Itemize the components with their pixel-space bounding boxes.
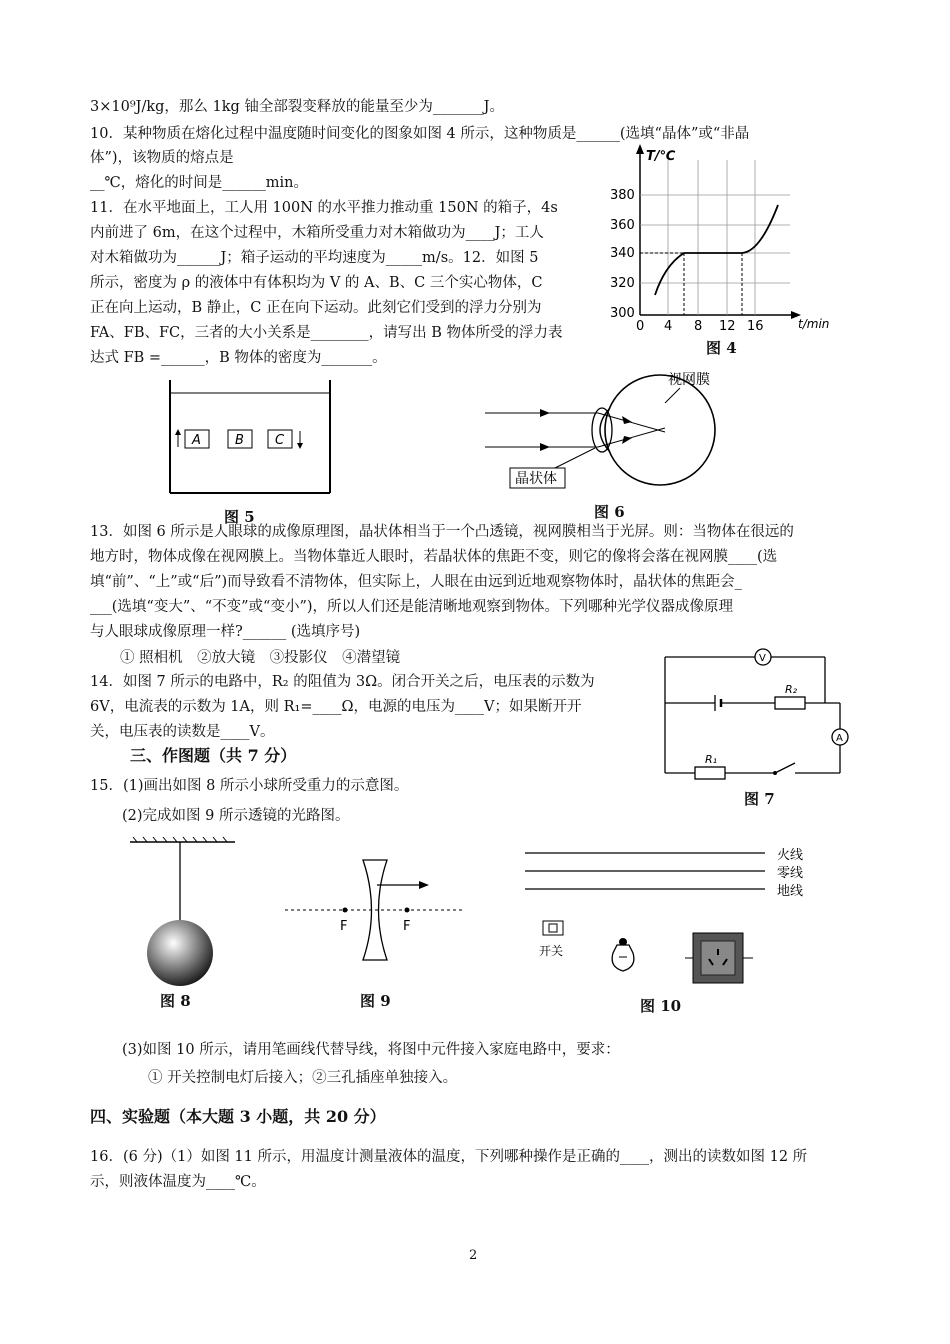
r1-label: R₁ <box>705 753 718 766</box>
text-line: 体”)，该物质的熔点是 <box>90 150 234 166</box>
text-line: ① 开关控制电灯后接入；②三孔插座单独接入。 <box>148 1070 458 1086</box>
box-b-label: B <box>235 433 244 448</box>
text-line: 地方时，物体成像在视网膜上。当物体靠近人眼时，若晶状体的焦距不变，则它的像将会落在视网膜____(选 <box>90 549 778 565</box>
fig4-x-label: t/min <box>798 317 830 331</box>
box-c-label: C <box>275 433 285 448</box>
focal-left-label: F <box>340 919 348 934</box>
fig4-x-tick: 4 <box>664 319 673 334</box>
figure-10-household-circuit <box>525 845 825 990</box>
text-line: 内前进了 6m，在这个过程中，木箱所受重力对木箱做功为____J；工人 <box>90 225 544 241</box>
text-line: 所示，密度为 ρ 的液体中有体积均为 V 的 A、B、C 三个实心物体，C <box>90 275 543 291</box>
text-line: 3×10⁹J/kg，那么 1kg 铀全部裂变释放的能量至少为_______J。 <box>90 99 504 115</box>
fig4-y-tick: 320 <box>610 276 635 291</box>
switch-label: 开关 <box>539 944 564 958</box>
fig4-x-tick: 0 <box>636 319 645 334</box>
section-heading-3: 三、作图题（共 7 分） <box>130 746 297 765</box>
ammeter-label: A <box>836 733 843 744</box>
box-a-label: A <box>192 433 201 448</box>
text-line: 填“前”、“上”或“后”)而导致看不清物体，但实际上，人眼在由远到近地观察物体时，晶状体的焦距会_ <box>90 574 742 590</box>
text-line: 对木箱做功为______J；箱子运动的平均速度为_____m/s。12．如图 5 <box>90 250 539 266</box>
page-number: 2 <box>469 1248 478 1263</box>
live-wire-label: 火线 <box>777 848 804 863</box>
neutral-wire-label: 零线 <box>777 866 804 881</box>
fig4-y-tick: 300 <box>610 306 635 321</box>
question-15: 15．(1)画出如图 8 所示小球所受重力的示意图。 <box>90 778 409 794</box>
options-list: ① 照相机 ②放大镜 ③投影仪 ④潜望镜 <box>120 650 401 666</box>
figure-5-caption: 图 5 <box>224 508 255 526</box>
figure-9-caption: 图 9 <box>360 992 391 1010</box>
question-11: 11．在水平地面上，工人用 100N 的水平推力推动重 150N 的箱子，4s <box>90 200 558 216</box>
text-line: (3)如图 10 所示，请用笔画线代替导线，将图中元件接入家庭电路中，要求： <box>122 1042 620 1058</box>
question-10: 10．某种物质在熔化过程中温度随时间变化的图象如图 4 所示，这种物质是______(选填“晶体”或“非晶 <box>90 126 750 142</box>
figure-7-caption: 图 7 <box>744 790 775 808</box>
text-line: (2)完成如图 9 所示透镜的光路图。 <box>122 808 350 824</box>
question-13: 13．如图 6 所示是人眼球的成像原理图，晶状体相当于一个凸透镜，视网膜相当于光屏。则：当物体在很远的 <box>90 524 794 540</box>
fig4-y-label: T/℃ <box>646 149 676 164</box>
figure-8-pendulum <box>125 835 235 990</box>
figure-6-eye-diagram <box>480 368 720 498</box>
focal-right-label: F <box>403 919 411 934</box>
retina-label: 视网膜 <box>668 372 710 388</box>
figure-4-caption: 图 4 <box>706 339 737 357</box>
text-line: 与人眼球成像原理一样?______ (选填序号) <box>90 624 361 640</box>
figure-10-caption: 图 10 <box>640 997 682 1015</box>
ground-wire-label: 地线 <box>777 884 804 899</box>
text-line: 示，则液体温度为____℃。 <box>90 1174 266 1190</box>
figure-4-graph <box>600 140 860 370</box>
question-14: 14．如图 7 所示的电路中，R₂ 的阻值为 3Ω。闭合开关之后，电压表的示数为 <box>90 674 595 690</box>
fig4-y-tick: 380 <box>610 188 635 203</box>
fig4-x-tick: 12 <box>719 319 736 334</box>
text-line: 关，电压表的读数是____V。 <box>90 724 275 740</box>
question-16: 16．(6 分)（1）如图 11 所示，用温度计测量液体的温度，下列哪种操作是正确的____，测出的读数如图 12 所 <box>90 1149 808 1165</box>
fig4-y-tick: 340 <box>610 246 635 261</box>
fig4-x-tick: 16 <box>747 319 764 334</box>
figure-7-circuit <box>655 645 865 785</box>
section-heading-4: 四、实验题（本大题 3 小题，共 20 分） <box>90 1107 386 1126</box>
figure-5-container <box>160 375 340 500</box>
text-line: FA、FB、FC，三者的大小关系是________，请写出 B 物体所受的浮力表 <box>90 325 563 341</box>
text-line: 达式 FB =______，B 物体的密度为_______。 <box>90 350 387 366</box>
text-line: 正在向上运动，B 静止，C 正在向下运动。此刻它们受到的浮力分别为 <box>90 300 542 316</box>
figure-9-lens <box>285 855 470 970</box>
fig4-x-tick: 8 <box>694 319 703 334</box>
text-line: ___(选填“变大”、“不变”或“变小”)，所以人们还是能清晰地观察到物体。下列哪种光学仪器成像原理 <box>90 599 734 615</box>
lens-label: 晶状体 <box>515 471 557 487</box>
text-line: __℃，熔化的时间是______min。 <box>90 175 308 191</box>
r2-label: R₂ <box>785 683 798 696</box>
fig4-y-tick: 360 <box>610 218 635 233</box>
figure-6-caption: 图 6 <box>594 503 625 521</box>
figure-8-caption: 图 8 <box>160 992 191 1010</box>
text-line: 6V，电流表的示数为 1A，则 R₁=____Ω，电源的电压为____V；如果断开开 <box>90 699 582 715</box>
voltmeter-label: V <box>759 653 766 664</box>
